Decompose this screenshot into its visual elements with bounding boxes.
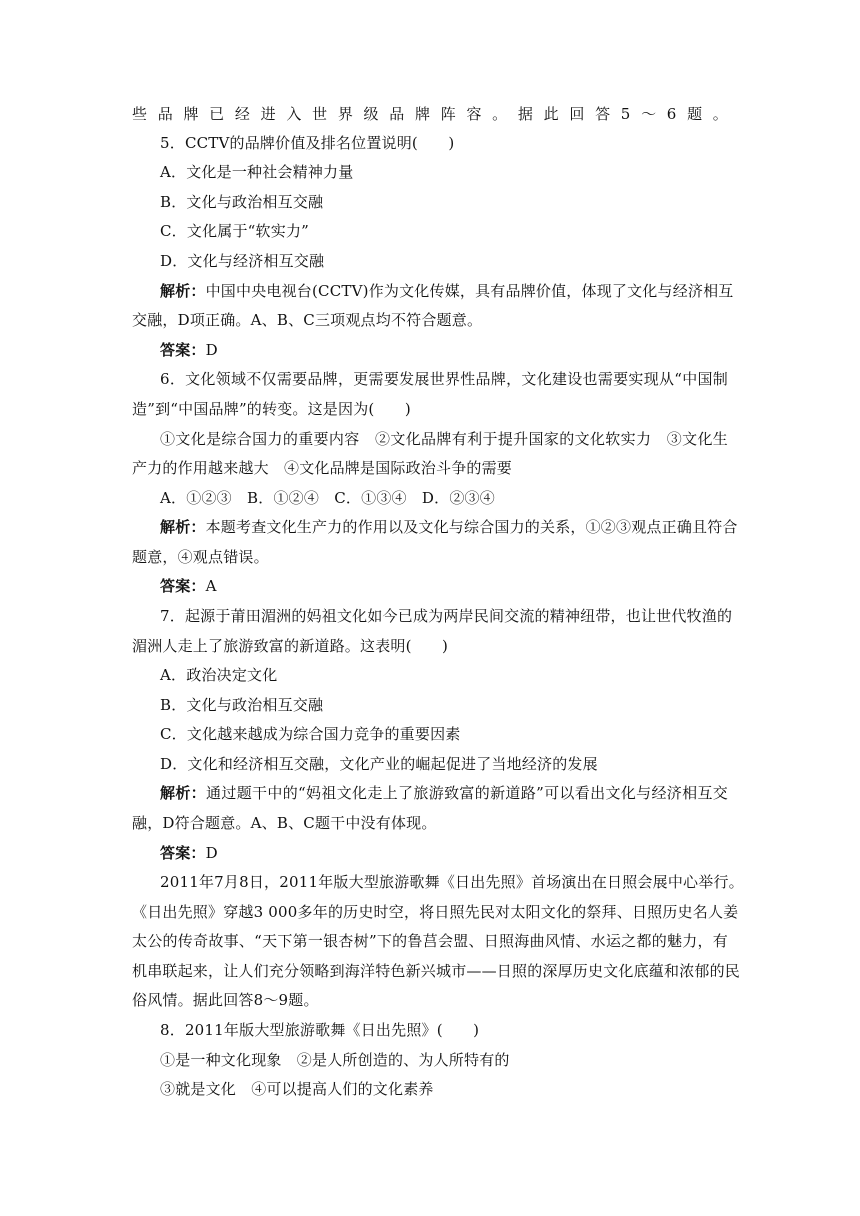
question-5-answer [160,340,728,360]
line-text: ①是一种文化现象 ②是人所创造的、为人所特有的 [160,1051,510,1069]
question-5-analysis [160,281,734,301]
question-5-analysis-cont [132,310,728,330]
answer-label: 答案： [160,844,206,862]
question-6-options [160,488,728,508]
line-text: B．文化与政治相互交融 [160,696,324,714]
line-text: 融，D符合题意。A、B、C题干中没有体现。 [132,814,437,832]
line-text: A．文化是一种社会精神力量 [160,163,354,181]
question-6-stem-cont [132,399,728,419]
question-7-option-c [160,724,728,744]
passage-line-2 [132,902,739,922]
line-text: 造”到“中国品牌”的转变。这是因为( ) [132,400,411,418]
line-text: 产力的作用越来越大 ④文化品牌是国际政治斗争的需要 [132,459,513,477]
question-7-answer [160,843,728,863]
line-text: 湄洲人走上了旅游致富的新道路。这表明( ) [132,637,449,655]
line-text: D [205,341,218,359]
line-text: D．文化和经济相互交融，文化产业的崛起促进了当地经济的发展 [160,755,598,773]
line-text: 太公的传奇故事、“天下第一银杏树”下的鲁莒会盟、日照海曲风情、水运之都的魅力，有 [132,932,728,950]
passage-line-4 [132,961,741,981]
question-8-stem [160,1020,728,1040]
line-text: 5．CCTV的品牌价值及排名位置说明( ) [160,134,455,152]
question-7-analysis [160,783,728,803]
question-8-statements-2 [160,1079,728,1099]
line-text: 2011年7月8日，2011年版大型旅游歌舞《日出先照》首场演出在日照会展中心举行。 [160,873,744,891]
question-5-option-c [160,221,728,241]
question-6-analysis [160,517,738,537]
line-text: ①文化是综合国力的重要内容 ②文化品牌有利于提升国家的文化软实力 ③文化生 [160,430,728,448]
question-7-option-a [160,665,728,685]
line-text: 交融，D项正确。A、B、C三项观点均不符合题意。 [132,311,483,329]
line-text: D．文化与经济相互交融 [160,252,325,270]
question-7-option-d [160,754,728,774]
question-7-option-b [160,695,728,715]
line-text: A [205,577,217,595]
question-5-stem [160,133,728,153]
question-5-option-b [160,192,728,212]
passage-line-5 [132,990,728,1010]
line-text: 中国中央电视台(CCTV)作为文化传媒，具有品牌价值，体现了文化与经济相互 [205,282,734,300]
answer-label: 答案： [160,341,206,359]
analysis-label: 解析： [160,282,206,300]
line-text: A．政治决定文化 [160,666,278,684]
line-text: 机串联起来，让人们充分领略到海洋特色新兴城市——日照的深厚历史文化底蕴和浓郁的民 [132,962,741,980]
question-7-stem [160,606,733,626]
question-6-statements [160,429,728,449]
line-text: ③就是文化 ④可以提高人们的文化素养 [160,1080,434,1098]
question-6-stem [160,369,728,389]
passage-line-3 [132,931,728,951]
analysis-label: 解析： [160,518,206,536]
question-6-statements-cont [132,458,728,478]
line-text: C．文化属于“软实力” [160,222,310,240]
question-6-answer [160,576,728,596]
answer-label: 答案： [160,577,206,595]
line-text: A．①②③ B．①②④ C．①③④ D．②③④ [160,489,495,507]
line-text: 题意，④观点错误。 [132,548,269,566]
line-text: 通过题干中的“妈祖文化走上了旅游致富的新道路”可以看出文化与经济相互交 [206,784,728,802]
intro-continuation-line [132,104,728,124]
line-text: 6．文化领域不仅需要品牌，更需要发展世界性品牌，文化建设也需要实现从“中国制 [160,370,728,388]
line-text: C．文化越来越成为综合国力竞争的重要因素 [160,725,461,743]
passage-line-1 [160,872,744,892]
question-7-analysis-cont [132,813,728,833]
question-5-option-a [160,162,728,182]
question-8-statements-1 [160,1050,728,1070]
line-text: 俗风情。据此回答8～9题。 [132,991,319,1009]
line-text: 《日出先照》穿越3 000多年的历史时空，将日照先民对太阳文化的祭拜、日照历史名人姜 [132,903,739,921]
question-7-stem-cont [132,636,728,656]
line-text: D [205,844,218,862]
line-text: 些品牌已经进入世界级品牌阵容。据此回答5～6题。 [132,105,728,123]
question-5-option-d [160,251,728,271]
line-text: B．文化与政治相互交融 [160,193,324,211]
analysis-label: 解析： [160,784,207,802]
line-text: 本题考查文化生产力的作用以及文化与综合国力的关系，①②③观点正确且符合 [205,518,738,536]
line-text: 8．2011年版大型旅游歌舞《日出先照》( ) [160,1021,480,1039]
line-text: 7．起源于莆田湄洲的妈祖文化如今已成为两岸民间交流的精神纽带，也让世代牧渔的 [160,607,733,625]
question-6-analysis-cont [132,547,728,567]
